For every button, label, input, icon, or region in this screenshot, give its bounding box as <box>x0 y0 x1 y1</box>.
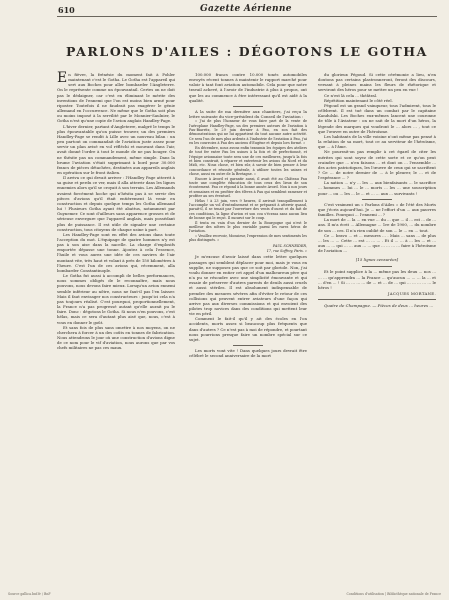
paragraph: Comment le fait-il qu'il y ait des écoles en l'on accidents, morts assez si beaucoup plus fréquents que dans d'autres ? Ce n'est pas à moi de répondre, et pourtant nous pourrions presque faire un nombre spécial sur ce sujet. <box>189 316 307 342</box>
caption-rule <box>318 299 436 300</box>
paragraph: Ce n'est là cela ... théâtral. <box>324 92 378 98</box>
letter-signature-name: PAUL SCHNEIDER, <box>272 243 307 248</box>
column-2 <box>189 72 307 358</box>
footer-conditions: Conditions d'utilisation | Bibliothèque nationale de France <box>346 592 441 596</box>
paragraph: Les morts vont vite ! Dans quelques jours devrait être célébré le second anniversaire de la mort <box>189 348 307 359</box>
paragraph: du glorieux Pégoud. Si cette cérémonie a lieu, n'en doutons pas certains plastronneront, feront des discours, versant à pleines mains les fleurs de rhétorique et serviront des héros pour se mettre un peu en vue ! <box>318 72 436 93</box>
letter-paragraph: Il tenta en vain d'un dernier de la Bourgogne qui n'est le meilleur des nôtres le plus enviable parmi les rares héros de l'aviation. <box>189 220 307 234</box>
letter-signature-address: 17, rue Soffroy, Paris. » <box>266 249 307 254</box>
censored-notice: [15 lignes censurées] <box>355 257 399 263</box>
paragraph: La mort de ... la ... en vue ... du ... que ... il ... est ... de ... ans. Il m'a écrit ... Allemagne ... 1re de 1900, ... du nombre de son ... ces. Il n'a rien oublié de son ... le ... en ... tout. <box>318 217 436 233</box>
letter-paragraph: « Veuillez recevoir, Monsieur, l'expression de mes sentiments les plus distingués. » <box>189 233 307 243</box>
letter-paragraph: Encore à Avord et garantir aussi, il avait été au Château Pau toute une complète éducation de tous ceux des lieux de son écoutement. Pau ce répond à la bonne année Avord. Non à nos jours et semaines et en profiter des élèves à Pau qui semblent ramener et profiter au ses éventuel. <box>189 176 307 199</box>
letter-paragraph: Hélas ! à 23 juin, vers 9 heures, il arrivait tranquillement à l'accomplir un vol d'entraînement et se préparait à atterrir quand, parait-il, il se tenait par l'ouverture des vents d'ouest et du fait de ces conditions, la ligne d'avion et son cou s'écrasa sans aucun lieu de bonne qui le reçut. Il mourut sur le coup. <box>189 198 307 221</box>
paragraph: n fièvre, la frénésie du moment fait à Pohler maintenant c'est le Gotha. Le Gotha est l'appareil qui sert aux Boches pour aller bombarder l'Angleterre. On le représente comme un épouvantail. Certes on ne doit pas le dédaigner, car c'est en éliminant le mérite des inventions de l'ennemi que l'on est moins bien armé pour riposter. Toutefois il ne faudrait pas exagérer le génie allemand en l'occurrence. Ne même que le Gotha soit plus ou moins imposé à la servilité par le Monnier-Saulnier, le Gotha n'est qu'une copie de l'avion anglais Handley-Page. <box>57 72 175 124</box>
paragraph: L'hiver dernier, partant d'Angleterre, malgré le temps le plus épouvantable qu'on puisse trouver, un des premiers Handley-Page se rendit à Lille avec un nouveau bilan : un peu partout on commandait de l'aviation juste assez pour servir un plan avisé en vol réfléchi et mouvant dans l'air, avait donné l'ordre à tout le monde de ne pas bouger. On ne thésite pas un commandement, même simple. Dans la brume l'aviation s'était supprimant à bord pour 30.000 francs de pièces détachées, destinées aux appareils anglais en opération sur le front italien. <box>57 123 175 175</box>
paragraph: Répétition maintenant le côté réel. <box>324 97 393 103</box>
column-1 <box>57 72 175 350</box>
paragraph: Les Handley-Page sont en effet des avions dans toute l'acception du mot. L'équipage de quatre hommes n'y est pas à son aise dans la nacelle. La charge d'explosifs emportée dépasse une tonne. Ajoutez à cela l'essence, l'huile et vous aurez une idée de ces navires de l'air montant vite, très haut et volant à près de 150 kilomètres à l'heure. C'est l'un de ces avions qui, récemment, alla bombarder Constantinople. <box>57 231 175 273</box>
paragraph: Et sans fois de plus sans omettre à nos moyens, on ne cherchera à forcer à un des coûts en tonnes de fabrication. Nous attendrons le jour où une construction d'avions digne de ce nom pour le vif d'aviation, nous aurons que par vos chefs militaires ne pas ces maux. <box>57 324 175 351</box>
footer-source: Source gallica.bnf.fr / BnF <box>8 592 51 596</box>
separator <box>233 106 263 107</box>
column-3 <box>318 72 436 308</box>
letter-paragraph: « J'ai de plus l'honneur de vous faire part de la vente de l'aéroplane Handley-Page, un des premiers auteurs de l'aviation à Pau-Biarritz, le 29 juin dernier à Pau, en son fait des démonstrations qui ne lui appartient du tout aucune autre activité. Ce sera l'un de mes plus ardents à l'industrie de l'aviation à Pau, j'ai eu les courroies à Pau des anciens d'Eugène et depuis lors formé. » <box>189 119 307 146</box>
author-signature: JACQUES MORTANE. <box>387 291 436 297</box>
paragraph: Je m'excuse d'avoir laissé dans cette lettre quelques passages qui semblent déplacer pour moi, mais je vous en supplie, ne supposez pas que ce soit par gloriole. Non, j'ai voulu donner en entier cet appel d'un malheureux père qui n'a pu se résoudre avec une simplicité émouvante et qui essaie de préserver d'autres parents de deuils aussi cruels et aussi stériles. Il est absolument indispensable de prendre des mesures sévères afin d'éviter le retour de ces collisions qui peuvent entrer aviateurs d'une façon qui arrive pas aux diverses commissions et qui envoient des pilotes trop novices dans des conditions qui mettent leur vie en péril. <box>189 254 307 317</box>
paragraph: La nation ... n'y ... les ... aux bienfaisants ... le sacrifice ... hommes ... lui ... le ... morts ... les ... une souscription pour ... ou ... les ... le ... et ... ... aux ... survivants ! <box>318 180 436 196</box>
paragraph: Les habitants de la ville voisine n'ont même pas pensé à la relation de sa mort, tout ce au serviteur de l'héroïsme, que ... à l'âme. <box>318 133 436 150</box>
paragraph: C'est vraiment un « Parlons d'Ailes » de l'été des Morts que j'écris aujourd'hui. Je ... ne l'effort d'un ... aux pauvres familles. Pourquoi ... l'ennemi ... ? <box>318 201 436 218</box>
paragraph: Ce ... bravo ... et ... mesures ... . Mais ... sans ... de plus ... les ... ... Cette ... est ... ... ... . Et il ... ... à ... les ... et ... aux ... ... qui ... ... aux ... ... que ... ... ... ... faire à l'héroïsme de l'aviation ... <box>318 232 436 254</box>
drop-cap: E <box>57 70 68 86</box>
paragraph: Ne pourrait-on pas remplir à cet égard de citer les mérites qui sont soyez de cette sorte et ce qu'on peut craindre que ... n'en faisons ... et dont on ... l'ensemble ... des actes patriotiques, les l'œuvre de ceux qui se sacrifient ? Ce ... de notre dernier de ... à le pleurer, le ... et de l'espérance ... ? <box>318 149 436 181</box>
separator <box>362 266 392 267</box>
article-title: PARLONS D'AILES : DÉGOTONS LE GOTHA <box>66 44 428 59</box>
paragraph: Et le point supplice à la ... même pas les deux ... nos ... ... ... qu'apprendra ... la France ... qu'aucun ... ... ... la ... et ... d'en ... ! Si ... ... ... ... de ... et ... de ... qui ... ... ... ... ... le héros ! <box>318 269 436 290</box>
paragraph: Le Gotha fut aussi à accompli de belles performances, nous sommes obligés de le reconnaître, mais nous pouvons, nous devons faire mieux. Lorsqu'un avion ennemi semble inférieur au nôtre, nous ne faut-il pas l'en laisser. Mais il faut envisager nos constructeurs : jusqu'ici cela n'a pas toujours réalisé. C'est pourquoi, proportionnellement, la France n'a pas progressé autant qu'elle aurait pu le faire. Donc : dégotons le Gotha. Si nous n'en pouvons, c'est hélas, mais ce sera d'autant plus aisé que, nous, c'est à vous en donner le goût. <box>57 273 175 325</box>
paragraph: Pégoud est un grand vainqueur, tous l'admirent, tous le célèbrent. Il est tué dans un combat par le capitaine Kandulski. Les Boches eux-mêmes lancent une couronne de tôle à l'Aviateur : on ne sait de la mort d'un héros, la légende des marques qui voudront le ... alors ... , tout ce que l'œuvre en outre de l'héroïsme. <box>318 102 436 134</box>
letter-paragraph: En décembre, nous avons enfin transmis les équipes des ateliers de tout fer entre Pau les usines à la fois et de perfectionné, et l'équipe avionnaise toute sera une de ces meilleures, jusqu'à la fois et bien construit, à réparer et entretenir les avions du Nord et du Midi, etc. Nous chose, et bien sûr, à savoir de bien penser à leur concordance et réussite générale, à utiliser toutes les usines et chose, aussi en outre de la Bretagne. » <box>189 145 307 177</box>
running-title: Gazette Aérienne <box>200 4 292 14</box>
page-number: 610 <box>58 5 75 15</box>
separator <box>233 345 263 346</box>
paragraph: 100.000 francs contre 10.000 tonés automobiles envoyés récent tonnes à maintenir le rapport marché pour valoir à tant font aviation automobile. Cela pour que notre travail achevé, à l'avoir de l'industrie à plus à propos, ont que les au commence à être intéressant qu'il est aidé à la qualité. <box>189 72 307 103</box>
separator <box>362 199 392 200</box>
caption: Quatre de Champagne. — Pièces de deux ... heures ... <box>324 303 434 309</box>
paragraph: A la suite de ma dernière aux chantiers, j'ai reçu la lettre suivante du vice-président du Conseil de l'aviation : <box>189 108 307 120</box>
paragraph: Il arriva ce qui devait arriver : l'Handley Page atterrit à sa guise et perdu ce ver, mais il alla atterrir dans les lignes ennemies alors qu'il se croyait à son terrain. Les Allemands avaient forcément hoche qui n'hésita pas à se servir des pièces d'avions qu'il était entièrement là venir en construction et depuis quelque temps les Gotha allemand lui ! Plusieurs Gotha ayant été abattus, notamment par Guynemer. Ce sont d'ailleurs sans apparence grosses et de sérieuse envergure que l'appareil anglais, mais possédant plus de puissance. Il est utile de signaler une certaine construction, tous citoyens de chaque usine à part. <box>57 175 175 232</box>
header-rule <box>57 16 437 17</box>
